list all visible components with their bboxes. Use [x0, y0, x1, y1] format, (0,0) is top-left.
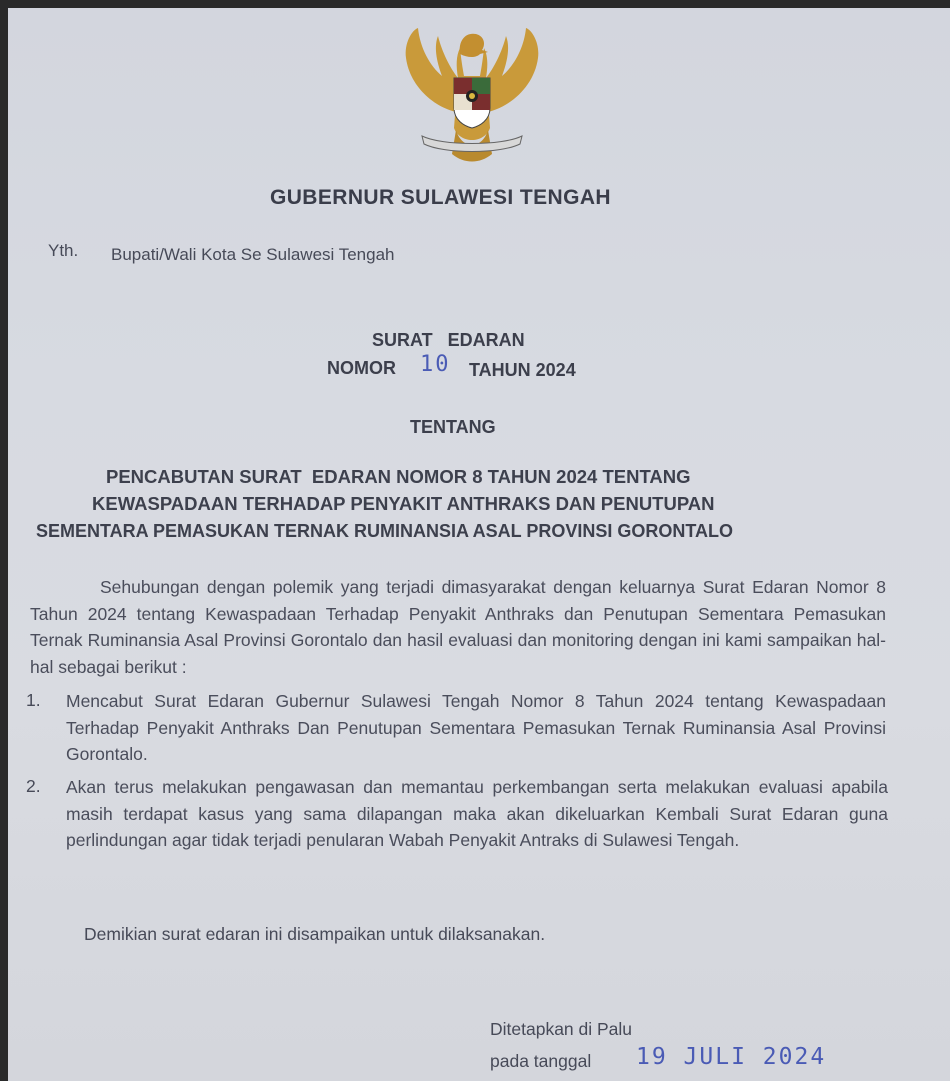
subject-line-2: KEWASPADAAN TERHADAP PENYAKIT ANTHRAKS DAN PENUTUPAN — [92, 493, 715, 514]
signature-date-label: pada tanggal — [490, 1051, 592, 1071]
intro-paragraph: Sehubungan dengan polemik yang terjadi dimasyarakat dengan keluarnya Surat Edaran Nomor 8 Tahun 2024 tentang Kewaspadaan Terhadap Penyakit Anthraks dan Penutupan Sementara Pemasukan Ternak Ruminansia Asal Provinsi Gorontalo dan hasil evaluasi dan monitoring dengan ini kami sampaikan hal-hal sebagai berikut : — [30, 577, 886, 677]
addressee-prefix: Yth. — [48, 241, 79, 260]
subject-line-1: PENCABUTAN SURAT EDARAN NOMOR 8 TAHUN 2024 TENTANG — [106, 466, 691, 487]
tahun-label: TAHUN 2024 — [469, 360, 576, 380]
doc-type-line: SURAT EDARAN — [372, 330, 525, 350]
nomor-label: NOMOR — [327, 358, 396, 378]
list-item-text: Akan terus melakukan pengawasan dan memantau perkembangan serta melakukan evaluasi apabila masih terdapat kasus yang sama dilapangan maka akan dikeluarkan Kembali Surat Edaran guna perlindungan agar tidak terjadi penularan Wabah Penyakit Antraks di Sulawesi Tengah. — [66, 777, 888, 850]
list-item-text: Mencabut Surat Edaran Gubernur Sulawesi Tengah Nomor 8 Tahun 2024 tentang Kewaspadaan Terhadap Penyakit Anthraks Dan Penutupan Sementara Pemasukan Ternak Ruminansia Asal Provinsi Gorontalo. — [66, 691, 886, 764]
list-item-number: 2. — [26, 776, 41, 796]
issuing-authority-title: GUBERNUR SULAWESI TENGAH — [270, 186, 611, 209]
addressee: Bupati/Wali Kota Se Sulawesi Tengah — [111, 245, 395, 264]
garuda-pancasila-emblem-icon — [392, 18, 552, 168]
list-item-number: 1. — [26, 690, 41, 710]
signature-place: Ditetapkan di Palu — [490, 1019, 633, 1039]
document-page — [8, 8, 950, 1081]
nomor-handwritten-value: 10 — [420, 352, 451, 377]
closing-sentence: Demikian surat edaran ini disampaikan untuk dilaksanakan. — [84, 924, 546, 944]
signature-handwritten-date: 19 JULI 2024 — [636, 1044, 827, 1070]
subject-line-3: SEMENTARA PEMASUKAN TERNAK RUMINANSIA ASAL PROVINSI GORONTALO — [36, 521, 734, 541]
tentang-heading: TENTANG — [410, 417, 496, 437]
